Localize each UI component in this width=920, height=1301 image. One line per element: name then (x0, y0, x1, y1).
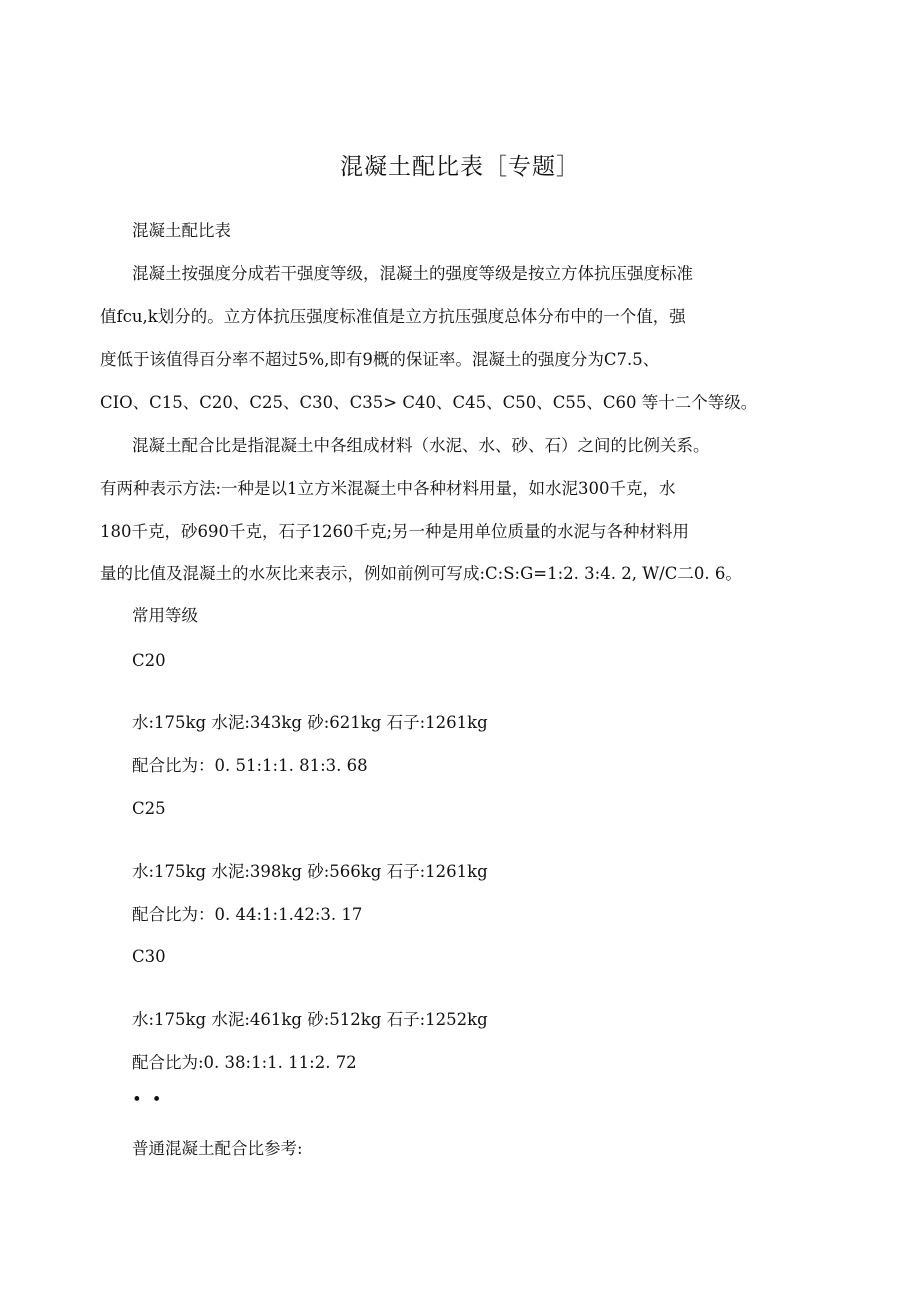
paragraph1-line-1: 混凝土按强度分成若干强度等级，混凝土的强度等级是按立方体抗压强度标准 (132, 264, 693, 283)
document-title: 混凝土配比表［专题］ (340, 154, 580, 180)
grade-materials-c20: 水:175kg 水泥:343kg 砂:621kg 石子:1261kg (132, 713, 488, 732)
paragraph1-line-4: CIO、C15、C20、C25、C30、C35> C40、C45、C50、C55、C60 等十二个等级。 (100, 393, 758, 412)
grade-label-c25: C25 (132, 799, 166, 818)
paragraph1-line-2: 值fcu,k划分的。立方体抗压强度标准值是立方抗压强度总体分布中的一个值，强 (100, 307, 686, 326)
grade-ratio-c30: 配合比为:0. 38:1:1. 11:2. 72 (132, 1053, 357, 1072)
section-heading: 常用等级 (132, 606, 198, 625)
ellipsis-dots: •• (132, 1090, 172, 1109)
paragraph1-line-3: 度低于该值得百分率不超过5%,即有9概的保证率。混凝土的强度分为C7.5、 (100, 350, 660, 369)
paragraph2-line-4: 量的比值及混凝土的水灰比来表示，例如前例可写成:C:S:G=1:2. 3:4. 2, W/C二0. 6。 (100, 564, 742, 583)
grade-ratio-c25: 配合比为：0. 44:1:1.42:3. 17 (132, 905, 363, 924)
paragraph2-line-3: 180千克，砂690千克，石子1260千克;另一种是用单位质量的水泥与各种材料用 (100, 522, 690, 541)
subtitle: 混凝土配比表 (132, 221, 231, 240)
grade-materials-c25: 水:175kg 水泥:398kg 砂:566kg 石子:1261kg (132, 862, 488, 881)
grade-materials-c30: 水:175kg 水泥:461kg 砂:512kg 石子:1252kg (132, 1010, 488, 1029)
paragraph2-line-1: 混凝土配合比是指混凝土中各组成材料（水泥、水、砂、石）之间的比例关系。 (132, 436, 710, 455)
paragraph2-line-2: 有两种表示方法:一种是以1立方米混凝土中各种材料用量，如水泥300千克，水 (100, 479, 676, 498)
grade-label-c20: C20 (132, 651, 166, 670)
grade-ratio-c20: 配合比为：0. 51:1:1. 81:3. 68 (132, 756, 368, 775)
footer-heading: 普通混凝土配合比参考: (132, 1139, 303, 1158)
grade-label-c30: C30 (132, 947, 166, 966)
